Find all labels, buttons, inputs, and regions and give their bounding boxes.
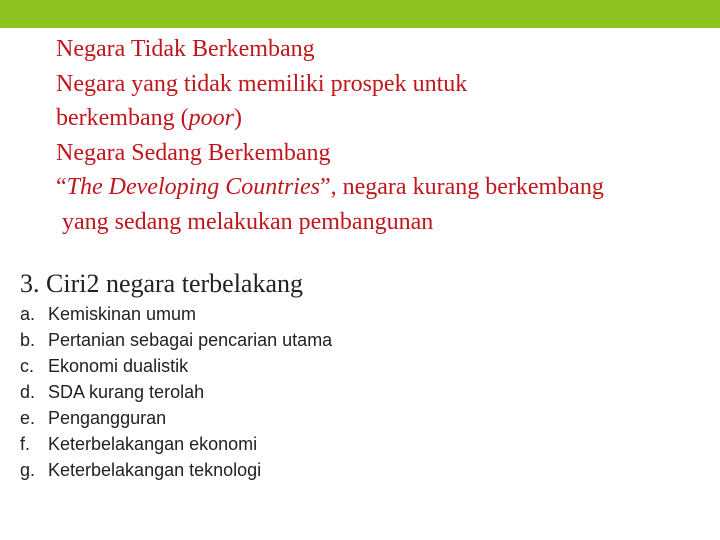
text-segment: ) (233, 105, 242, 131)
italic-term-poor: poor (188, 105, 234, 131)
list-marker: e. (20, 408, 36, 428)
definition-title-underdeveloped: Negara Tidak Berkembang (56, 36, 315, 62)
definition-block (56, 32, 716, 239)
list-marker: f. (20, 434, 31, 454)
text-segment: ”, negara kurang berkembang (319, 174, 604, 200)
text-segment: berkembang ( (56, 105, 189, 131)
definition-text-underdeveloped: Negara yang tidak memiliki prospek untuk (56, 70, 468, 97)
list-item-text: SDA kurang terolah (48, 382, 205, 402)
list-marker: c. (20, 356, 35, 376)
section-heading: 3. Ciri2 negara terbelakang (20, 269, 303, 298)
list-item (20, 301, 332, 327)
italic-term-developing-countries: The Developing Countries (66, 174, 320, 200)
list-item-text: Kemiskinan umum (48, 304, 197, 324)
list-marker: g. (20, 460, 36, 480)
list-item-text: Ekonomi dualistik (48, 356, 189, 376)
list-marker: d. (20, 382, 36, 402)
definition-text-underdeveloped-cont (56, 101, 716, 136)
list-item-text: Pengangguran (48, 408, 167, 428)
top-accent-bar (0, 0, 720, 28)
list-item (20, 431, 332, 457)
list-marker: a. (20, 304, 36, 324)
list-item-text: Pertanian sebagai pencarian utama (48, 330, 333, 350)
list-marker: b. (20, 330, 36, 350)
list-item (20, 379, 332, 405)
list-item (20, 457, 332, 483)
definition-title-developing: Negara Sedang Berkembang (56, 139, 331, 166)
list-item (20, 327, 332, 353)
definition-text-developing (56, 170, 716, 205)
text-segment: “ (56, 174, 67, 200)
list-item (20, 353, 332, 379)
list-item-text: Keterbelakangan ekonomi (48, 434, 258, 454)
list-item (20, 405, 332, 431)
definition-text-developing-cont: yang sedang melakukan pembangunan (62, 208, 434, 235)
list-item-text: Keterbelakangan teknologi (48, 460, 262, 480)
characteristics-list (20, 301, 332, 483)
